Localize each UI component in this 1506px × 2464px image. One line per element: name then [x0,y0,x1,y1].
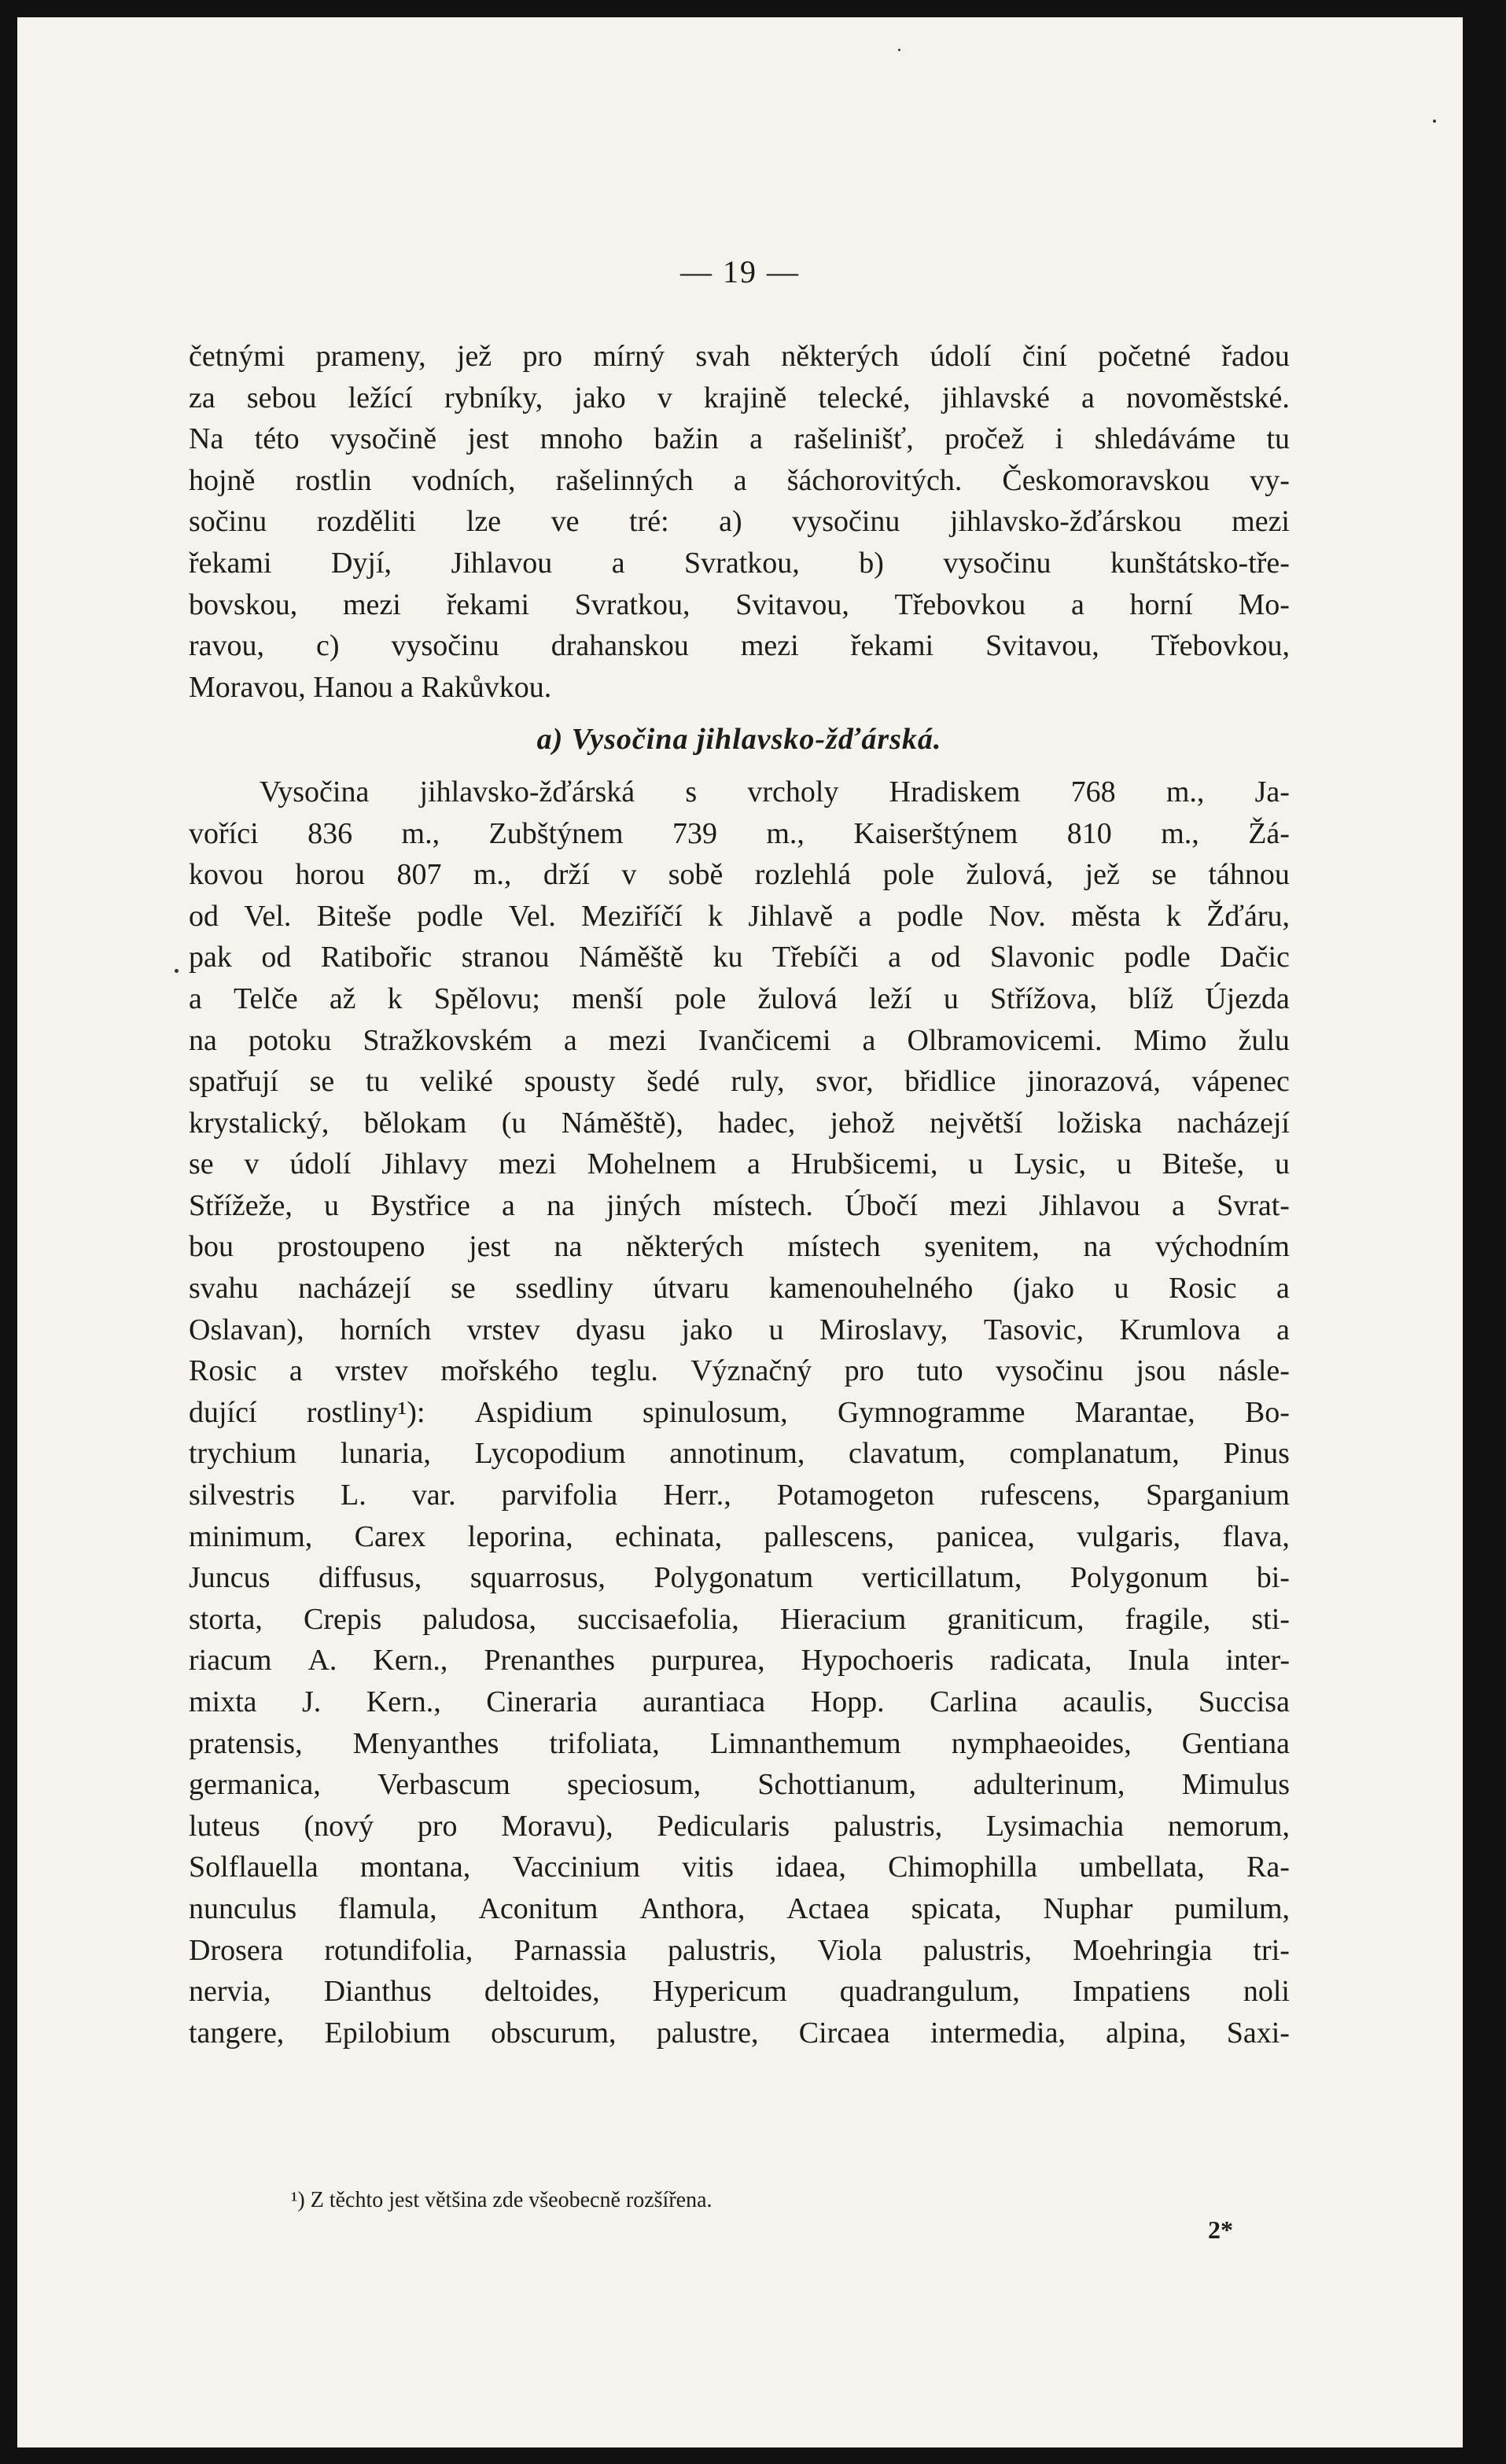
vysocina-line: Střížeže, u Bystřice a na jiných místech. Úbočí mezi Jihlavou a Svrat- [189,1188,1290,1222]
vysocina-line: na potoku Stražkovském a mezi Ivančicemi a Olbramovicemi. Mimo žulu [189,1023,1290,1057]
vysocina-line: Solflauella montana, Vaccinium vitis idaea, Chimophilla umbellata, Ra- [189,1851,1290,1884]
vysocina-line: mixta J. Kern., Cineraria aurantiaca Hopp. Carlina acaulis, Succisa [189,1685,1290,1718]
vysocina-line: Oslavan), horních vrstev dyasu jako u Miroslavy, Tasovic, Krumlova a [189,1313,1290,1346]
intro-line: hojně rostlin vodních, rašelinných a šáchorovitých. Českomoravskou vy- [189,463,1290,497]
vysocina-line: spatřují se tu veliké spousty šedé ruly, svor, břidlice jinorazová, vápenec [189,1065,1290,1099]
intro-line: sočinu rozděliti lze ve tré: a) vysočinu jihlavsko-žďárskou mezi [189,505,1290,539]
vysocina-line: krystalický, bělokam (u Náměště), hadec, jehož největší ložiska nacházejí [189,1106,1290,1140]
intro-line: Na této vysočině jest mnoho bažin a rašelinišť, pročež i shledáváme tu [189,422,1290,456]
vysocina-line: silvestris L. var. parvifolia Herr., Potamogeton rufescens, Sparganium [189,1479,1290,1512]
vysocina-line: storta, Crepis paludosa, succisaefolia, Hieracium graniticum, fragile, sti- [189,1602,1290,1636]
vysocina-line: bou prostoupeno jest na některých místech syenitem, na východním [189,1230,1290,1264]
intro-line: za sebou ležící rybníky, jako v krajině telecké, jihlavské a novoměstské. [189,381,1290,414]
section-heading: a) Vysočina jihlavsko-žďárská. [536,723,942,757]
vysocina-line: germanica, Verbascum speciosum, Schottianum, adulterinum, Mimulus [189,1768,1290,1802]
vysocina-line: a Telče až k Spělovu; menší pole žulová leží u Střížova, blíž Újezda [189,982,1290,1015]
vysocina-line: pratensis, Menyanthes trifoliata, Limnanthemum nymphaeoides, Gentiana [189,1726,1290,1760]
vysocina-line: kovou horou 807 m., drží v sobě rozlehlá pole žulová, jež se táhnou [189,858,1290,892]
intro-line: četnými prameny, jež pro mírný svah některých údolí činí početné řadou [189,340,1290,373]
body-text [189,336,1290,2053]
footnote: ¹) Z těchto jest většina zde všeobecně rozšířena. [291,2188,712,2212]
vysocina-line: nunculus flamula, Aconitum Anthora, Actaea spicata, Nuphar pumilum, [189,1891,1290,1925]
vysocina-line: Vysočina jihlavsko-žďárská s vrcholy Hradiskem 768 m., Ja- [260,775,1290,808]
vysocina-line: tangere, Epilobium obscurum, palustre, Circaea intermedia, alpina, Saxi- [189,2016,1290,2050]
paragraph-intro [189,336,1290,667]
vysocina-line: Rosic a vrstev mořského teglu. Význačný pro tuto vysočinu jsou násle- [189,1354,1290,1388]
vysocina-line: luteus (nový pro Moravu), Pedicularis palustris, Lysimachia nemorum, [189,1809,1290,1843]
vysocina-line: Juncus diffusus, squarrosus, Polygonatum verticillatum, Polygonum bi- [189,1561,1290,1595]
page-number: — 19 — [680,254,800,289]
intro-line: ravou, c) vysočinu drahanskou mezi řekami Svitavou, Třebovkou, [189,629,1290,663]
vysocina-line: trychium lunaria, Lycopodium annotinum, clavatum, complanatum, Pinus [189,1437,1290,1471]
paragraph-intro-last-line: Moravou, Hanou a Rakůvkou. [189,670,552,704]
vysocina-line: riacum A. Kern., Prenanthes purpurea, Hypochoeris radicata, Inula inter- [189,1644,1290,1678]
vysocina-line: pak od Ratibořic stranou Náměště ku Třebíči a od Slavonic podle Dačic [189,941,1290,974]
vysocina-line: dující rostliny¹): Aspidium spinulosum, Gymnogramme Marantae, Bo- [189,1395,1290,1429]
vysocina-line: minimum, Carex leporina, echinata, pallescens, panicea, vulgaris, flava, [189,1519,1290,1553]
vysocina-line: svahu nacházejí se ssedliny útvaru kamenouhelného (jako u Rosic a [189,1272,1290,1306]
vysocina-line: Drosera rotundifolia, Parnassia palustris, Viola palustris, Moehringia tri- [189,1933,1290,1967]
vysocina-line: voříci 836 m., Zubštýnem 739 m., Kaiserštýnem 810 m., Žá- [189,816,1290,850]
vysocina-line: se v údolí Jihlavy mezi Mohelnem a Hrubšicemi, u Lysic, u Biteše, u [189,1147,1290,1181]
vysocina-line: od Vel. Biteše podle Vel. Meziříčí k Jihlavě a podle Nov. města k Žďáru, [189,899,1290,933]
paragraph-vysocina [189,772,1290,2053]
page-sheet [17,17,1463,2447]
signature-mark: 2* [1208,2215,1233,2244]
vysocina-line: nervia, Dianthus deltoides, Hypericum quadrangulum, Impatiens noli [189,1975,1290,2009]
intro-line: bovskou, mezi řekami Svratkou, Svitavou, Třebovkou a horní Mo- [189,587,1290,621]
intro-line: řekami Dyjí, Jihlavou a Svratkou, b) vysočinu kunštátsko-tře- [189,546,1290,580]
